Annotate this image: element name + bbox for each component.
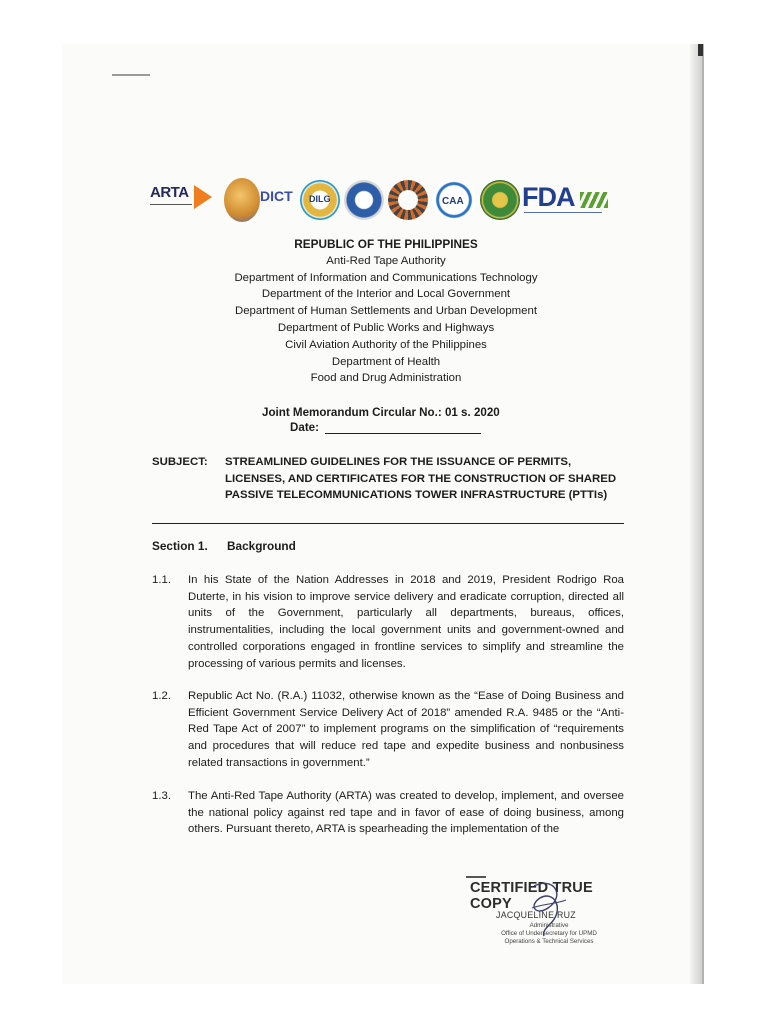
subject-label: SUBJECT: — [152, 456, 208, 468]
issuing-agencies-header — [200, 236, 572, 387]
fda-logo-text: FDA — [522, 182, 575, 212]
agency-name: Department of Human Settlements and Urban Development — [234, 305, 537, 318]
section-title: Background — [227, 539, 296, 553]
date-label: Date: — [290, 421, 319, 434]
stamp-position: Administrative — [529, 922, 569, 929]
arta-logo-text: ARTA — [150, 184, 189, 201]
dilg-seal-icon — [300, 180, 340, 220]
agency-name: Department of Information and Communications Technology — [234, 271, 538, 284]
agency-name: Civil Aviation Authority of the Philippines — [285, 338, 487, 351]
stamp-title: CERTIFIED TRUE COPY — [470, 880, 593, 912]
dict-logo-text: DICT — [260, 188, 293, 204]
section-number: Section 1. — [152, 539, 208, 553]
agency-name: Department of Public Works and Highways — [277, 321, 495, 334]
fda-logo-icon — [522, 182, 612, 220]
paragraph-number: 1.2. — [152, 690, 171, 702]
stamp-signatory-name: JACQUELINE RUZ — [496, 910, 576, 920]
agency-name: Department of the Interior and Local Government — [261, 288, 511, 301]
paragraph-number: 1.1. — [152, 574, 171, 586]
caap-logo-text: CAA — [442, 196, 464, 207]
dpwh-gear-seal-icon — [388, 180, 428, 220]
scan-corner-mark — [698, 44, 703, 56]
agency-name: Department of Health — [331, 355, 441, 368]
paragraph-number: 1.3. — [152, 790, 171, 802]
stamp-office: Office of Undersecretary for UPMD — [501, 930, 597, 937]
dict-seal-icon — [224, 178, 260, 222]
date-blank-line — [325, 421, 481, 434]
arta-arrow-icon — [194, 185, 212, 209]
country-heading: REPUBLIC OF THE PHILIPPINES — [294, 237, 478, 251]
circular-number: Joint Memorandum Circular No.: 01 s. 2020 — [262, 406, 500, 419]
agency-logo-strip — [150, 178, 610, 224]
scan-pencil-mark — [112, 74, 150, 76]
section-heading — [152, 539, 296, 553]
paragraph-text: In his State of the Nation Addresses in 2018 and 2019, President Rodrigo Roa Duterte, in his vision to improve service delivery and eradicate corruption, directed all units of the Government, particularly all departments, bureaus, offices, instrumentalities, including the local government units and government-owned and controlled corporations engaged in frontline services to simplify and streamline the processing of various permits and licenses. — [188, 574, 624, 670]
subject-divider — [152, 523, 624, 524]
agency-name: Anti-Red Tape Authority — [326, 254, 446, 267]
signature-icon — [514, 878, 584, 938]
arta-logo-icon — [150, 184, 216, 218]
scan-shadow — [690, 44, 704, 984]
dilg-logo-text: DILG — [309, 194, 331, 204]
agency-name: Food and Drug Administration — [310, 372, 462, 385]
dhsud-seal-icon — [344, 180, 384, 220]
fda-stripes-icon — [580, 192, 608, 208]
paragraph-text: The Anti-Red Tape Authority (ARTA) was created to develop, implement, and oversee the national policy against red tape and in favor of ease of doing business, among others. Pursuant thereto, ARTA is spearheading the implementation of the — [188, 790, 624, 836]
paragraph-text: Republic Act No. (R.A.) 11032, otherwise known as the “Ease of Doing Business and Efficient Government Service Delivery Act of 2018” amended R.A. 9485 or the “Anti-Red Tape Act of 2007” to implement programs on the simplification of “requirements and procedures that will reduce red tape and expedite business and nonbusiness related transactions in government.” — [188, 690, 624, 769]
caap-seal-icon — [432, 180, 476, 220]
scan-bottom-margin — [0, 984, 768, 1024]
date-field — [290, 421, 481, 434]
certified-true-copy-stamp — [466, 876, 636, 956]
subject-text: STREAMLINED GUIDELINES FOR THE ISSUANCE OF PERMITS, LICENSES, AND CERTIFICATES FOR THE CONSTRUCTION OF SHARED PASSIVE TELECOMMUNICATIONS TOWER INFRASTRUCTURE (PTTIs) — [225, 456, 617, 501]
stamp-division: Operations & Technical Services — [504, 938, 594, 945]
doh-seal-icon — [480, 180, 520, 220]
